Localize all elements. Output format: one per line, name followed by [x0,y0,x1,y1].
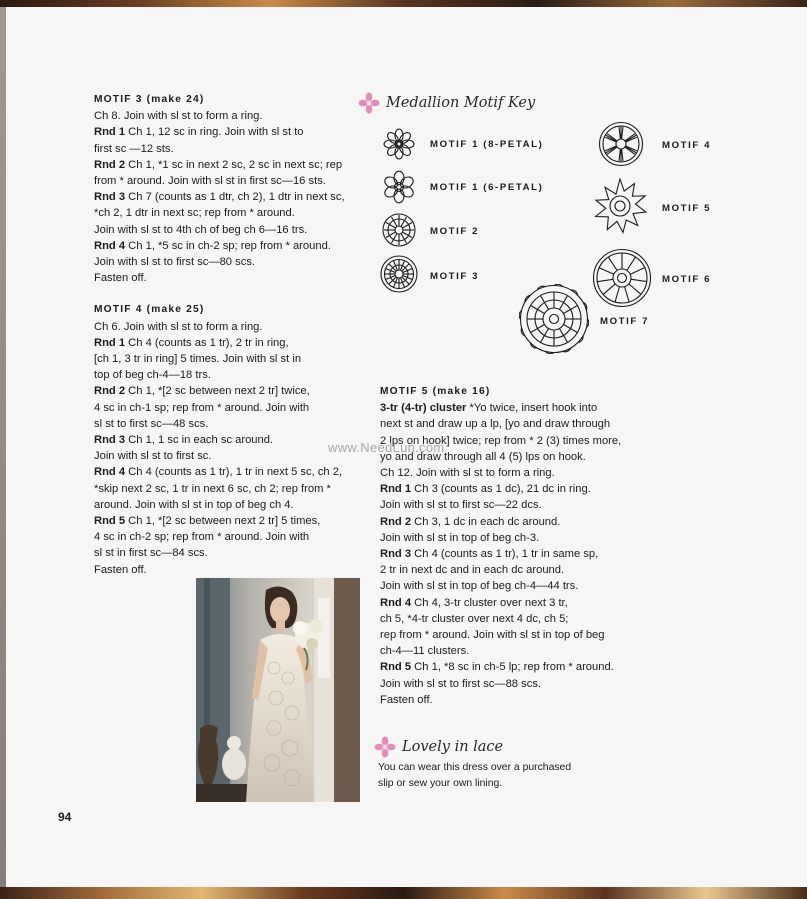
instruction-line [380,530,660,546]
instruction-text: Ch 4 (counts as 1 tr), 2 tr in ring, [125,336,289,349]
motif-6-diagram [592,248,652,308]
motif-3-label: MOTIF 3 [430,271,480,282]
lovely-in-lace-title [374,736,503,758]
instruction-line [94,157,366,173]
instruction-text: Ch 1, *8 sc in ch-5 lp; rep from * around. [411,661,614,674]
motif-5-diagram [592,178,648,234]
page-edge-top [0,0,807,7]
instruction-line [380,497,660,513]
motif-7-label: MOTIF 7 [600,316,650,327]
instruction-text: Join with sl st to first sc—80 scs. [94,256,256,269]
instruction-line [94,205,366,221]
instruction-line [380,514,660,530]
motif-1-6-petal-diagram [382,170,416,204]
instruction-line [380,659,660,675]
caption-line: You can wear this dress over a purchased [378,762,572,773]
instruction-line [380,562,660,578]
round-label: Rnd 2 [94,385,126,398]
instruction-line [94,383,366,399]
instruction-text: Fasten off. [380,693,433,706]
instruction-line [380,643,660,659]
round-label: Rnd 2 [94,158,126,171]
instruction-text: 2 lps on hook] twice; rep from * 2 (3) times more, [380,434,622,447]
instruction-line [380,465,660,481]
motif-key-title [358,92,535,114]
section-heading: MOTIF 5 (make 16) [380,386,491,397]
instruction-text: Ch 4 (counts as 1 tr), 1 tr in next 5 sc, ch 2, [125,466,343,479]
instruction-text: Join with sl st to first sc—88 scs. [380,677,542,690]
instruction-text: 4 sc in ch-1 sp; rep from * around. Join with [94,401,310,414]
instruction-line [94,173,366,189]
instruction-text: Join with sl st to first sc—22 dcs. [380,499,542,512]
instruction-line [94,464,366,480]
instruction-line [94,351,366,367]
instruction-text: Ch 8. Join with sl st to form a ring. [94,110,263,123]
motif-1-6-petal-label: MOTIF 1 (6-PETAL) [430,182,544,193]
instruction-text: Fasten off. [94,272,147,285]
instruction-line [94,545,366,561]
instruction-line [94,270,366,286]
instruction-text: [ch 1, 3 tr in ring] 5 times. Join with sl st in [94,353,302,366]
instruction-line [380,627,660,643]
instruction-text: first sc —12 sts. [94,142,174,155]
motif-5-label: MOTIF 5 [662,203,712,214]
instruction-line [94,319,366,335]
instruction-text: 2 tr in next dc and in each dc around. [380,564,565,577]
instruction-line [94,562,366,578]
instruction-text: Join with sl st to first sc. [94,450,212,463]
round-label: Rnd 1 [380,483,412,496]
instruction-line [94,222,366,238]
motif-2-diagram [382,213,416,247]
instruction-text: Join with sl st in top of beg ch-3. [380,531,540,544]
instruction-line [94,189,366,205]
caption-line: slip or sew your own lining. [378,777,503,789]
instruction-line [94,497,366,513]
flower-icon [374,736,396,758]
instruction-line [380,595,660,611]
instruction-line [94,254,366,270]
motif-6-label: MOTIF 6 [662,274,712,285]
page-edge-left [0,7,6,887]
round-label: Rnd 4 [94,466,126,479]
instruction-line [94,108,366,124]
round-label: Rnd 1 [94,126,126,139]
section-heading: MOTIF 4 (make 25) [94,304,205,316]
instruction-text: top of beg ch-4—18 trs. [94,369,211,382]
instruction-text: Ch 1, 12 sc in ring. Join with sl st to [125,126,304,139]
instruction-text: Ch 1, *[2 sc between next 2 tr] 5 times, [125,515,321,528]
motif-5-instructions [380,384,660,708]
motif-1-8-petal-label: MOTIF 1 (8-PETAL) [430,139,544,150]
motif-4-diagram [598,121,644,167]
instruction-text: around. Join with sl st in top of beg ch 4. [94,498,294,511]
instruction-line [94,432,366,448]
section-heading: MOTIF 3 (make 24) [94,94,205,105]
round-label: Rnd 4 [380,596,412,609]
flower-icon [358,92,380,114]
instruction-line [380,400,660,416]
motif-3-diagram [380,255,418,293]
instruction-text: 4 sc in ch-2 sp; rep from * around. Join with [94,531,310,544]
instruction-text: from * around. Join with sl st in first sc—16 sts. [94,175,326,188]
instruction-line [94,529,366,545]
lovely-in-lace-title-text: Lovely in lace [402,739,504,755]
instruction-line [94,400,366,416]
instruction-line [94,124,366,140]
instruction-text: *skip next 2 sc, 1 tr in next 6 sc, ch 2; rep from * [94,482,331,495]
round-label: 3-tr (4-tr) cluster [380,402,467,415]
instruction-text: Ch 1, *5 sc in ch-2 sp; rep from * around. [125,239,331,252]
instruction-text: Join with sl st to 4th ch of beg ch 6—16 trs. [94,223,308,236]
round-label: Rnd 4 [94,239,126,252]
instruction-line [94,238,366,254]
instruction-text: Ch 6. Join with sl st to form a ring. [94,320,263,333]
instruction-text: sl st to first sc—48 scs. [94,417,209,430]
instruction-text: sl st in first sc—84 scs. [94,547,208,560]
instruction-line [94,367,366,383]
instruction-line [94,141,366,157]
motif-4-label: MOTIF 4 [662,140,712,151]
instruction-text: Ch 4 (counts as 1 tr), 1 tr in same sp, [411,548,599,561]
motif-key-title-text: Medallion Motif Key [386,95,536,111]
round-label: Rnd 3 [94,434,126,447]
instruction-text: Join with sl st in top of beg ch-4—44 trs. [380,580,579,593]
instruction-line [94,513,366,529]
lovely-in-lace-caption [378,760,618,791]
instruction-text: Fasten off. [94,563,147,576]
instruction-line [94,448,366,464]
instruction-text: Ch 12. Join with sl st to form a ring. [380,467,555,480]
instruction-text: Ch 3, 1 dc in each dc around. [411,515,561,528]
watermark: www.NeedLun.com [328,440,445,455]
instruction-line [94,335,366,351]
page-number: 94 [58,810,72,824]
round-label: Rnd 5 [94,515,126,528]
paragraph-gap [94,286,366,302]
motif-7-diagram [519,284,589,354]
instruction-text: Ch 1, *1 sc in next 2 sc, 2 sc in next sc; rep [125,158,343,171]
instruction-text: *ch 2, 1 dtr in next sc; rep from * around. [94,207,295,220]
instruction-text: next st and draw up a lp, [yo and draw through [380,418,611,431]
motif-2-label: MOTIF 2 [430,226,480,237]
instruction-text: Ch 4, 3-tr cluster over next 3 tr, [411,596,568,609]
page-edge-bottom [0,887,807,899]
instruction-text: *Yo twice, insert hook into [466,402,598,415]
instruction-line [94,481,366,497]
instruction-text: Ch 7 (counts as 1 dtr, ch 2), 1 dtr in next sc, [125,191,345,204]
round-label: Rnd 2 [380,515,412,528]
instruction-text: yo and draw through all 4 (5) lps on hook. [380,450,586,463]
instruction-line [380,676,660,692]
instruction-text: Ch 3 (counts as 1 dc), 21 dc in ring. [411,483,591,496]
motif-3-4-instructions [94,92,366,578]
instruction-line [380,546,660,562]
instruction-line [380,416,660,432]
round-label: Rnd 1 [94,336,126,349]
instruction-line [380,481,660,497]
instruction-text: Ch 1, *[2 sc between next 2 tr] twice, [125,385,310,398]
instruction-text: ch 5, *4-tr cluster over next 4 dc, ch 5; [380,612,569,625]
instruction-line [380,611,660,627]
instruction-line [94,416,366,432]
instruction-line [380,692,660,708]
instruction-line [380,578,660,594]
instruction-text: ch-4—11 clusters. [380,645,470,658]
motif-1-8-petal-diagram [382,127,416,161]
lace-dress-photo [196,578,360,802]
instruction-text: Ch 1, 1 sc in each sc around. [125,434,274,447]
round-label: Rnd 3 [380,548,412,561]
round-label: Rnd 3 [94,191,126,204]
instruction-text: rep from * around. Join with sl st in top of beg [380,629,605,642]
round-label: Rnd 5 [380,661,412,674]
